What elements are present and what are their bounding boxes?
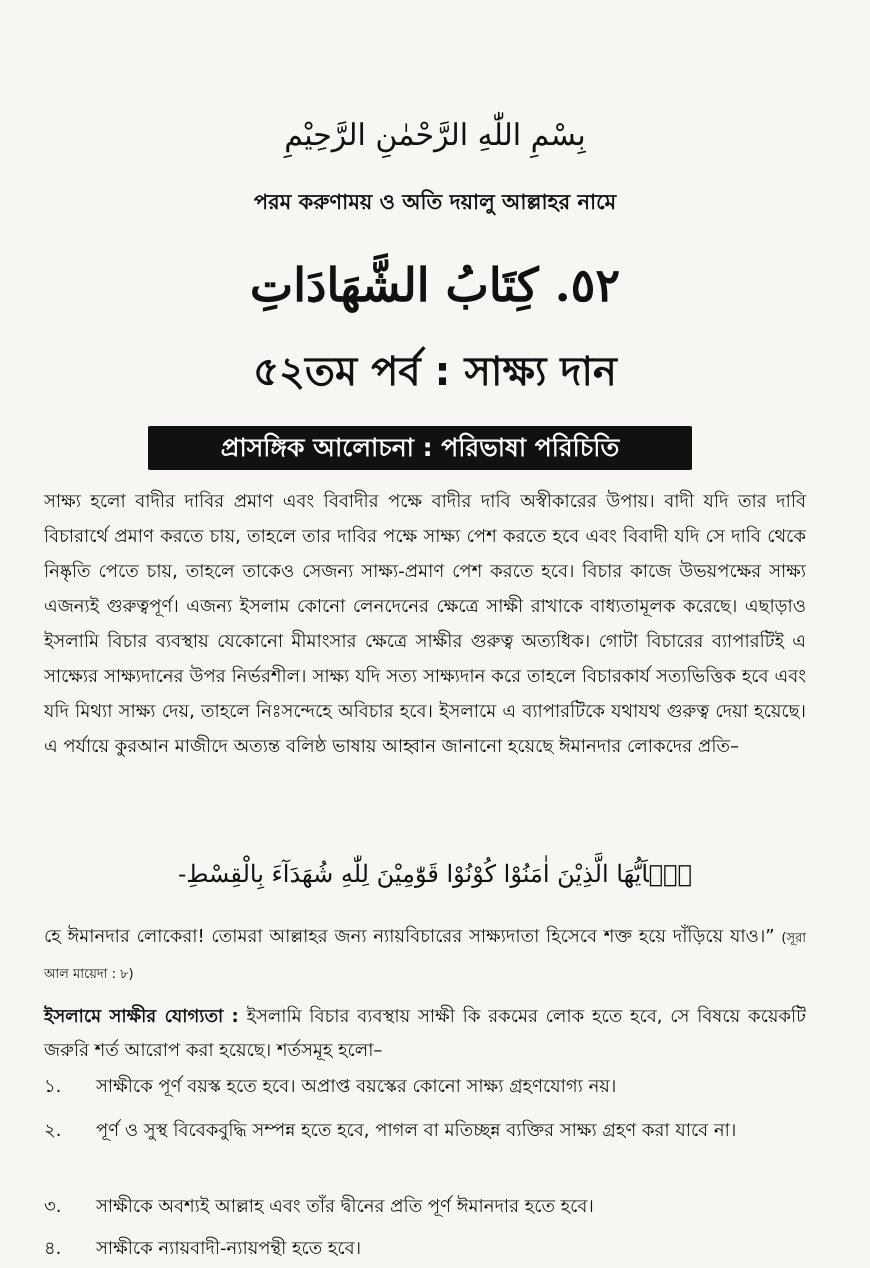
verse-translation bbox=[44, 920, 806, 992]
list-item-number: ১. bbox=[44, 1076, 62, 1097]
list-item-number: ২. bbox=[44, 1120, 62, 1141]
qualification-text: ইসলামি বিচার ব্যবস্থায় সাক্ষী কি রকমের লোক হতে হবে, সে বিষয়ে কয়েকটি জরুরি শর্ত আরোপ করা হয়েছে। শর্তসমূহ হলো– bbox=[44, 1006, 806, 1061]
list-item-text: সাক্ষীকে পূর্ণ বয়স্ক হতে হবে। অপ্রাপ্ত বয়স্কের কোনো সাক্ষ্য গ্রহণযোগ্য নয়। bbox=[96, 1076, 617, 1097]
list-item-text: সাক্ষীকে অবশ্যই আল্লাহ এবং তাঁর দ্বীনের প্রতি পূর্ণ ঈমানদার হতে হবে। bbox=[96, 1196, 594, 1217]
intro-paragraph: সাক্ষ্য হলো বাদীর দাবির প্রমাণ এবং বিবাদীর পক্ষে বাদীর দাবি অস্বীকারের উপায়। বাদী যদি তার দাবি বিচারার্থে প্রমাণ করতে চায়, তাহলে তার দাবির পক্ষে সাক্ষ্য পেশ করতে হবে এবং বিবাদী যদি সে দাবি থেকে নিষ্কৃতি পেতে চায়, তাহলে তাকেও সেজন্য সাক্ষ্য-প্রমাণ পেশ করতে হবে। বিচার কাজে উভয়পক্ষের সাক্ষ্য এজন্যই গুরুত্বপূর্ণ। এজন্য ইসলাম কোনো লেনদেনের ক্ষেত্রে সাক্ষী রাখাকে বাধ্যতামূলক করেছে। এছাড়াও ইসলামি বিচার ব্যবস্থায় যেকোনো মীমাংসার ক্ষেত্রে সাক্ষীর গুরুত্ব অত্যধিক। গোটা বিচারের ব্যাপারটিই এ সাক্ষ্যের সাক্ষ্যদানের উপর নির্ভরশীল। সাক্ষ্য যদি সত্য সাক্ষ্যদান করে তাহলে বিচারকার্য সত্যভিত্তিক হবে এবং যদি মিথ্যা সাক্ষ্য দেয়, তাহলে নিঃসন্দেহে অবিচার হবে। ইসলামে এ ব্যাপারটিকে যথাযথ গুরুত্ব দেয়া হয়েছে। এ পর্যায়ে কুরআন মাজীদে অত্যন্ত বলিষ্ঠ ভাষায় আহ্বান জানানো হয়েছে ঈমানদার লোকদের প্রতি– bbox=[44, 491, 806, 757]
verse-reference: (সূরা আল মায়েদা : ৮) bbox=[44, 931, 806, 982]
verse-translation-text: হে ঈমানদার লোকেরা! তোমরা আল্লাহর জন্য ন্যায়বিচারের সাক্ষ্যদাতা হিসেবে শক্ত হয়ে দাঁড়িয়ে যাও।” bbox=[44, 926, 775, 947]
list-item-number: ৩. bbox=[44, 1196, 62, 1217]
chapter-title: ৫২তম পর্ব : সাক্ষ্য দান bbox=[253, 349, 617, 395]
qualification-paragraph bbox=[44, 1000, 806, 1068]
qualification-heading: ইসলামে সাক্ষীর যোগ্যতা : bbox=[44, 1006, 239, 1027]
arabic-chapter-title: ٥٢. كِتَابُ الشَّهَادَاتِ bbox=[249, 258, 621, 312]
quran-verse: يٰۤاَيُّهَا الَّذِيْنَ اٰمَنُوْا كُوْنُوْا قَوّٰمِيْنَ لِلّٰهِ شُهَدَآءَ بِالْقِسْطِ- bbox=[178, 860, 692, 888]
list-item-text: সাক্ষীকে ন্যায়বাদী-ন্যায়পন্থী হতে হবে। bbox=[96, 1238, 362, 1259]
list-item-text: পূর্ণ ও সুস্থ বিবেকবুদ্ধি সম্পন্ন হতে হবে, পাগল বা মতিচ্ছন্ন ব্যক্তির সাক্ষ্য গ্রহণ করা যাবে না। bbox=[96, 1120, 737, 1141]
bismillah-heading: بِسْمِ اللّٰهِ الرَّحْمٰنِ الرَّحِيْمِ bbox=[284, 118, 586, 153]
section-banner: প্রাসঙ্গিক আলোচনা : পরিভাষা পরিচিতি bbox=[148, 426, 692, 470]
bismillah-translation: পরম করুণাময় ও অতি দয়ালু আল্লাহর নামে bbox=[253, 190, 617, 214]
list-item-number: ৪. bbox=[44, 1238, 62, 1259]
